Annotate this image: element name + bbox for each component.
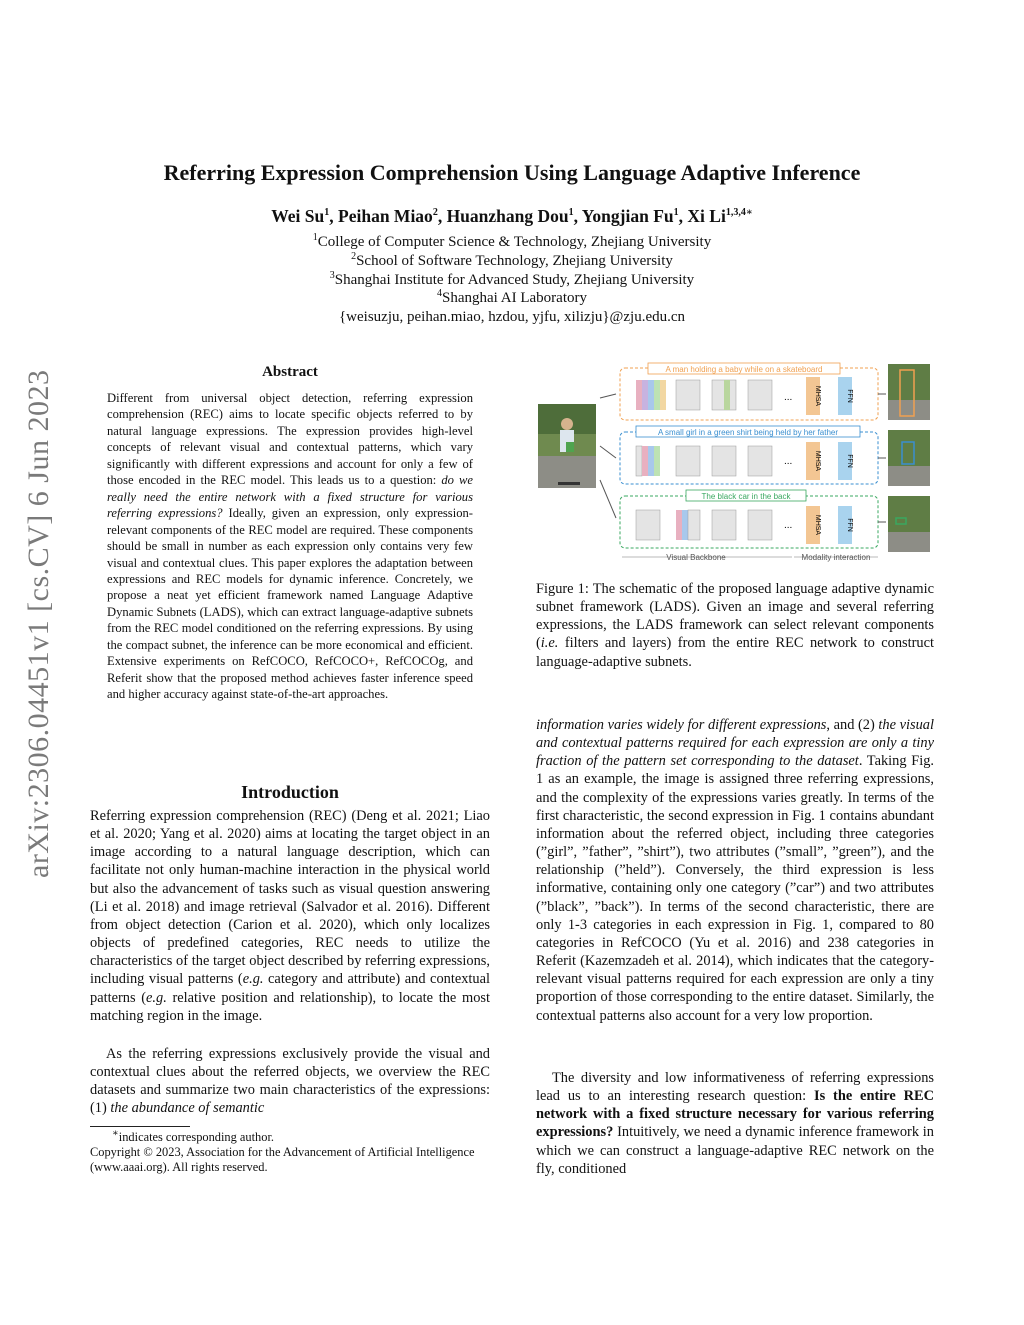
paper-title: Referring Expression Comprehension Using Language Adaptive Inference bbox=[163, 160, 861, 185]
affiliation-sup: 3 bbox=[329, 270, 335, 281]
affiliation-text: School of Software Technology, Zhejiang University bbox=[356, 253, 673, 269]
visual-backbone-label: Visual Backbone bbox=[666, 553, 726, 562]
intro-text: relative position and relationship), to locate the most matching region in the image. bbox=[90, 989, 490, 1024]
filter-stack-3 bbox=[636, 510, 772, 540]
ffn-label-2: FFN bbox=[846, 454, 853, 468]
footnote-text: indicates corresponding author. bbox=[118, 1130, 274, 1144]
modality-interaction-label: Modality interaction bbox=[801, 553, 871, 562]
filter-stack-1 bbox=[636, 380, 772, 410]
author-name: Xi Li bbox=[687, 206, 726, 226]
caption-text: filters and layers) from the entire REC network to construct language-adaptive subnets. bbox=[536, 635, 934, 670]
abstract-text: Ideally, given an expression, only expression-relevant components of the REC model are required. These components should be small in number as each expression only contains very few visual and contextual clues. This paper explores the adaptation between expressions and REC models for dynamic inference. Concretely, we propose a neat yet efficient framework named Language Adaptive Dynamic Subnets (LADS), which can extract language-adaptive subnets from the REC model conditioned on the referring expressions. By using the compact subnet, the inference can be more economical and efficient. Extensive experiments on RefCOCO, RefCOCO+, RefCOCOg, and Referit show that the proposed method achieves faster inference speed and higher accuracy against state-of-the-art approaches. bbox=[107, 506, 473, 702]
intro-paragraph bbox=[90, 1045, 490, 1118]
body-italic: the visual and contextual patterns required for each expression are only a tiny fraction of the pattern set corresponding to the dataset bbox=[536, 717, 934, 770]
copyright-notice: Copyright © 2023, Association for the Advancement of Artificial Intelligence (www.aaai.org). All rights reserved. bbox=[90, 1145, 475, 1174]
expression-text-3: The black car in the back bbox=[701, 492, 791, 501]
abstract-heading: Abstract bbox=[262, 364, 318, 380]
arxiv-identifier: arXiv:2306.04451v1 [cs.CV] 6 Jun 2023 bbox=[22, 369, 55, 878]
author-sup: 1 bbox=[568, 207, 574, 219]
output-image-3 bbox=[888, 496, 930, 552]
author-emails: {weisuzju, peihan.miao, hzdou, yjfu, xilizju}@zju.edu.cn bbox=[338, 309, 686, 325]
affiliation-text: Shanghai Institute for Advanced Study, Zhejiang University bbox=[334, 272, 695, 288]
research-question: Is the entire REC network with a fixed structure necessary for various referring expressions? bbox=[536, 1088, 934, 1141]
footnote bbox=[90, 1127, 490, 1175]
body-text: The diversity and low informativeness of referring expressions lead us to an interesting research question: bbox=[536, 1070, 934, 1105]
affiliation-sup: 2 bbox=[351, 251, 357, 262]
output-image-1 bbox=[888, 364, 930, 420]
mhsa-label-1: MHSA bbox=[814, 385, 821, 407]
ffn-label-3: FFN bbox=[846, 518, 853, 532]
body-italic: information varies widely for different expressions bbox=[536, 717, 827, 733]
affiliation bbox=[0, 234, 1024, 251]
lads-schematic bbox=[536, 360, 934, 565]
intro-eg: e.g. bbox=[146, 989, 167, 1006]
ffn-label-1: FFN bbox=[846, 389, 853, 403]
expression-text-1: A man holding a baby while on a skateboard bbox=[665, 365, 823, 374]
filter-stack-2 bbox=[636, 446, 772, 476]
affiliation-sup: 4 bbox=[437, 288, 443, 299]
input-image bbox=[538, 404, 596, 488]
affiliation bbox=[0, 290, 1024, 307]
figure-1 bbox=[536, 360, 934, 565]
affiliation bbox=[0, 253, 1024, 270]
footnote-rule bbox=[90, 1126, 190, 1127]
author-list: Wei Su$^1$, Peihan Miao$^2$, Huanzhang Dou$^1$, Yongjian Fu$^1$, Xi $Li^{1,3,4∗}$ bbox=[271, 206, 753, 226]
affiliation-text: Shanghai AI Laboratory bbox=[442, 290, 587, 306]
author-name: Peihan Miao bbox=[338, 206, 433, 226]
body-text: Intuitively, we need a dynamic inference framework in which we can construct a language-adaptive REC network on the fly, conditioned bbox=[536, 1124, 934, 1177]
intro-paragraph bbox=[90, 807, 490, 1025]
layer-ellipsis: ... bbox=[784, 520, 793, 531]
author-name: Yongjian Fu bbox=[581, 206, 674, 226]
abstract-text: Different from universal object detection, referring expression comprehension (REC) aims to locate specific objects referred to by natural language expressions. The expression provides high-level concepts of relevant visual and contextual patterns, which vary significantly with different expressions and account for only a few of those encoded in the REC model. This leads us to a question: bbox=[107, 391, 473, 488]
footnote-mark: ∗ bbox=[112, 1127, 119, 1139]
layer-ellipsis: ... bbox=[784, 456, 793, 467]
affiliation bbox=[0, 272, 1024, 289]
body-text: , and (2) bbox=[826, 717, 879, 733]
figure-caption bbox=[536, 580, 934, 671]
affiliation-text: College of Computer Science & Technology, Zhejiang University bbox=[317, 234, 712, 250]
intro-text: Referring expression comprehension (REC) (Deng et al. 2021; Liao et al. 2020; Yang et al. 2020) aims at locating the target object in an image according to a natural language description, which can facilitate not only human-machine interaction in the physical world but also the advancement of tasks such as visual question answering (Li et al. 2018) and image retrieval (Salvador et al. 2016). Different from object detection (Carion et al. 2020), which only localizes objects of predefined categories, REC needs to utilize the characteristics of the target object described by referring expressions, including visual patterns ( bbox=[90, 808, 490, 988]
intro-italic: the abundance of semantic bbox=[110, 1100, 265, 1117]
abstract-question: do we really need the entire network with a fixed structure for various referring expressions? bbox=[107, 473, 474, 521]
author-sup: 1,3,4∗ bbox=[725, 207, 753, 219]
output-image-2 bbox=[888, 430, 930, 486]
mhsa-label-3: MHSA bbox=[814, 514, 821, 536]
author-sup: 1 bbox=[324, 207, 330, 219]
expression-text-2: A small girl in a green shirt being held by her father bbox=[657, 428, 839, 437]
author-name: Huanzhang Dou bbox=[446, 206, 569, 226]
abstract-body bbox=[107, 390, 473, 703]
affiliation-sup: 1 bbox=[312, 232, 318, 243]
layer-ellipsis: ... bbox=[784, 392, 793, 403]
mhsa-label-2: MHSA bbox=[814, 450, 821, 472]
author-sup: 1 bbox=[673, 207, 679, 219]
intro-text: As the referring expressions exclusively provide the visual and contextual clues about the referred objects, we overview the REC datasets and summarize two main characteristics of the expressions: (1) bbox=[90, 1046, 490, 1117]
caption-ie: i.e. bbox=[540, 635, 559, 652]
body-paragraph bbox=[536, 716, 934, 1025]
intro-eg: e.g. bbox=[242, 971, 264, 988]
caption-text: Figure 1: The schematic of the proposed language adaptive dynamic subnet framework (LADS). Given an image and several referring expressions, the LADS framework can select relevant components ( bbox=[536, 581, 934, 652]
body-text: . Taking Fig. 1 as an example, the image is assigned three referring expressions, and the complexity of the expressions varies greatly. In terms of the first characteristic, the second expression in Fig. 1 contains abundant information about the referred object, including three categories (”girl”, ”father”, ”shirt”), two attributes (”small”, ”green”), and the relationship (”held”). Conversely, the third expression is less informative, containing only one category (”car”) and two attributes (”black”, ”back”). In terms of the second characteristic, there are only 1-3 categories in each expression in Fig. 1, compared to 80 categories in RefCOCO (Yu et al. 2016) and 238 categories in Referit (Kazemzadeh et al. 2014), which indicates that the category-relevant visual patterns required for each expression are only a tiny proportion of those corresponding to the entire dataset. Similarly, the contextual patterns also account for a very low proportion. bbox=[536, 753, 934, 1024]
introduction-heading: Introduction bbox=[241, 782, 339, 802]
body-paragraph bbox=[536, 1069, 934, 1178]
author-sup: 2 bbox=[432, 207, 438, 219]
intro-text: category and attribute) and contextual patterns ( bbox=[90, 971, 490, 1006]
author-name: Wei Su bbox=[271, 206, 325, 226]
